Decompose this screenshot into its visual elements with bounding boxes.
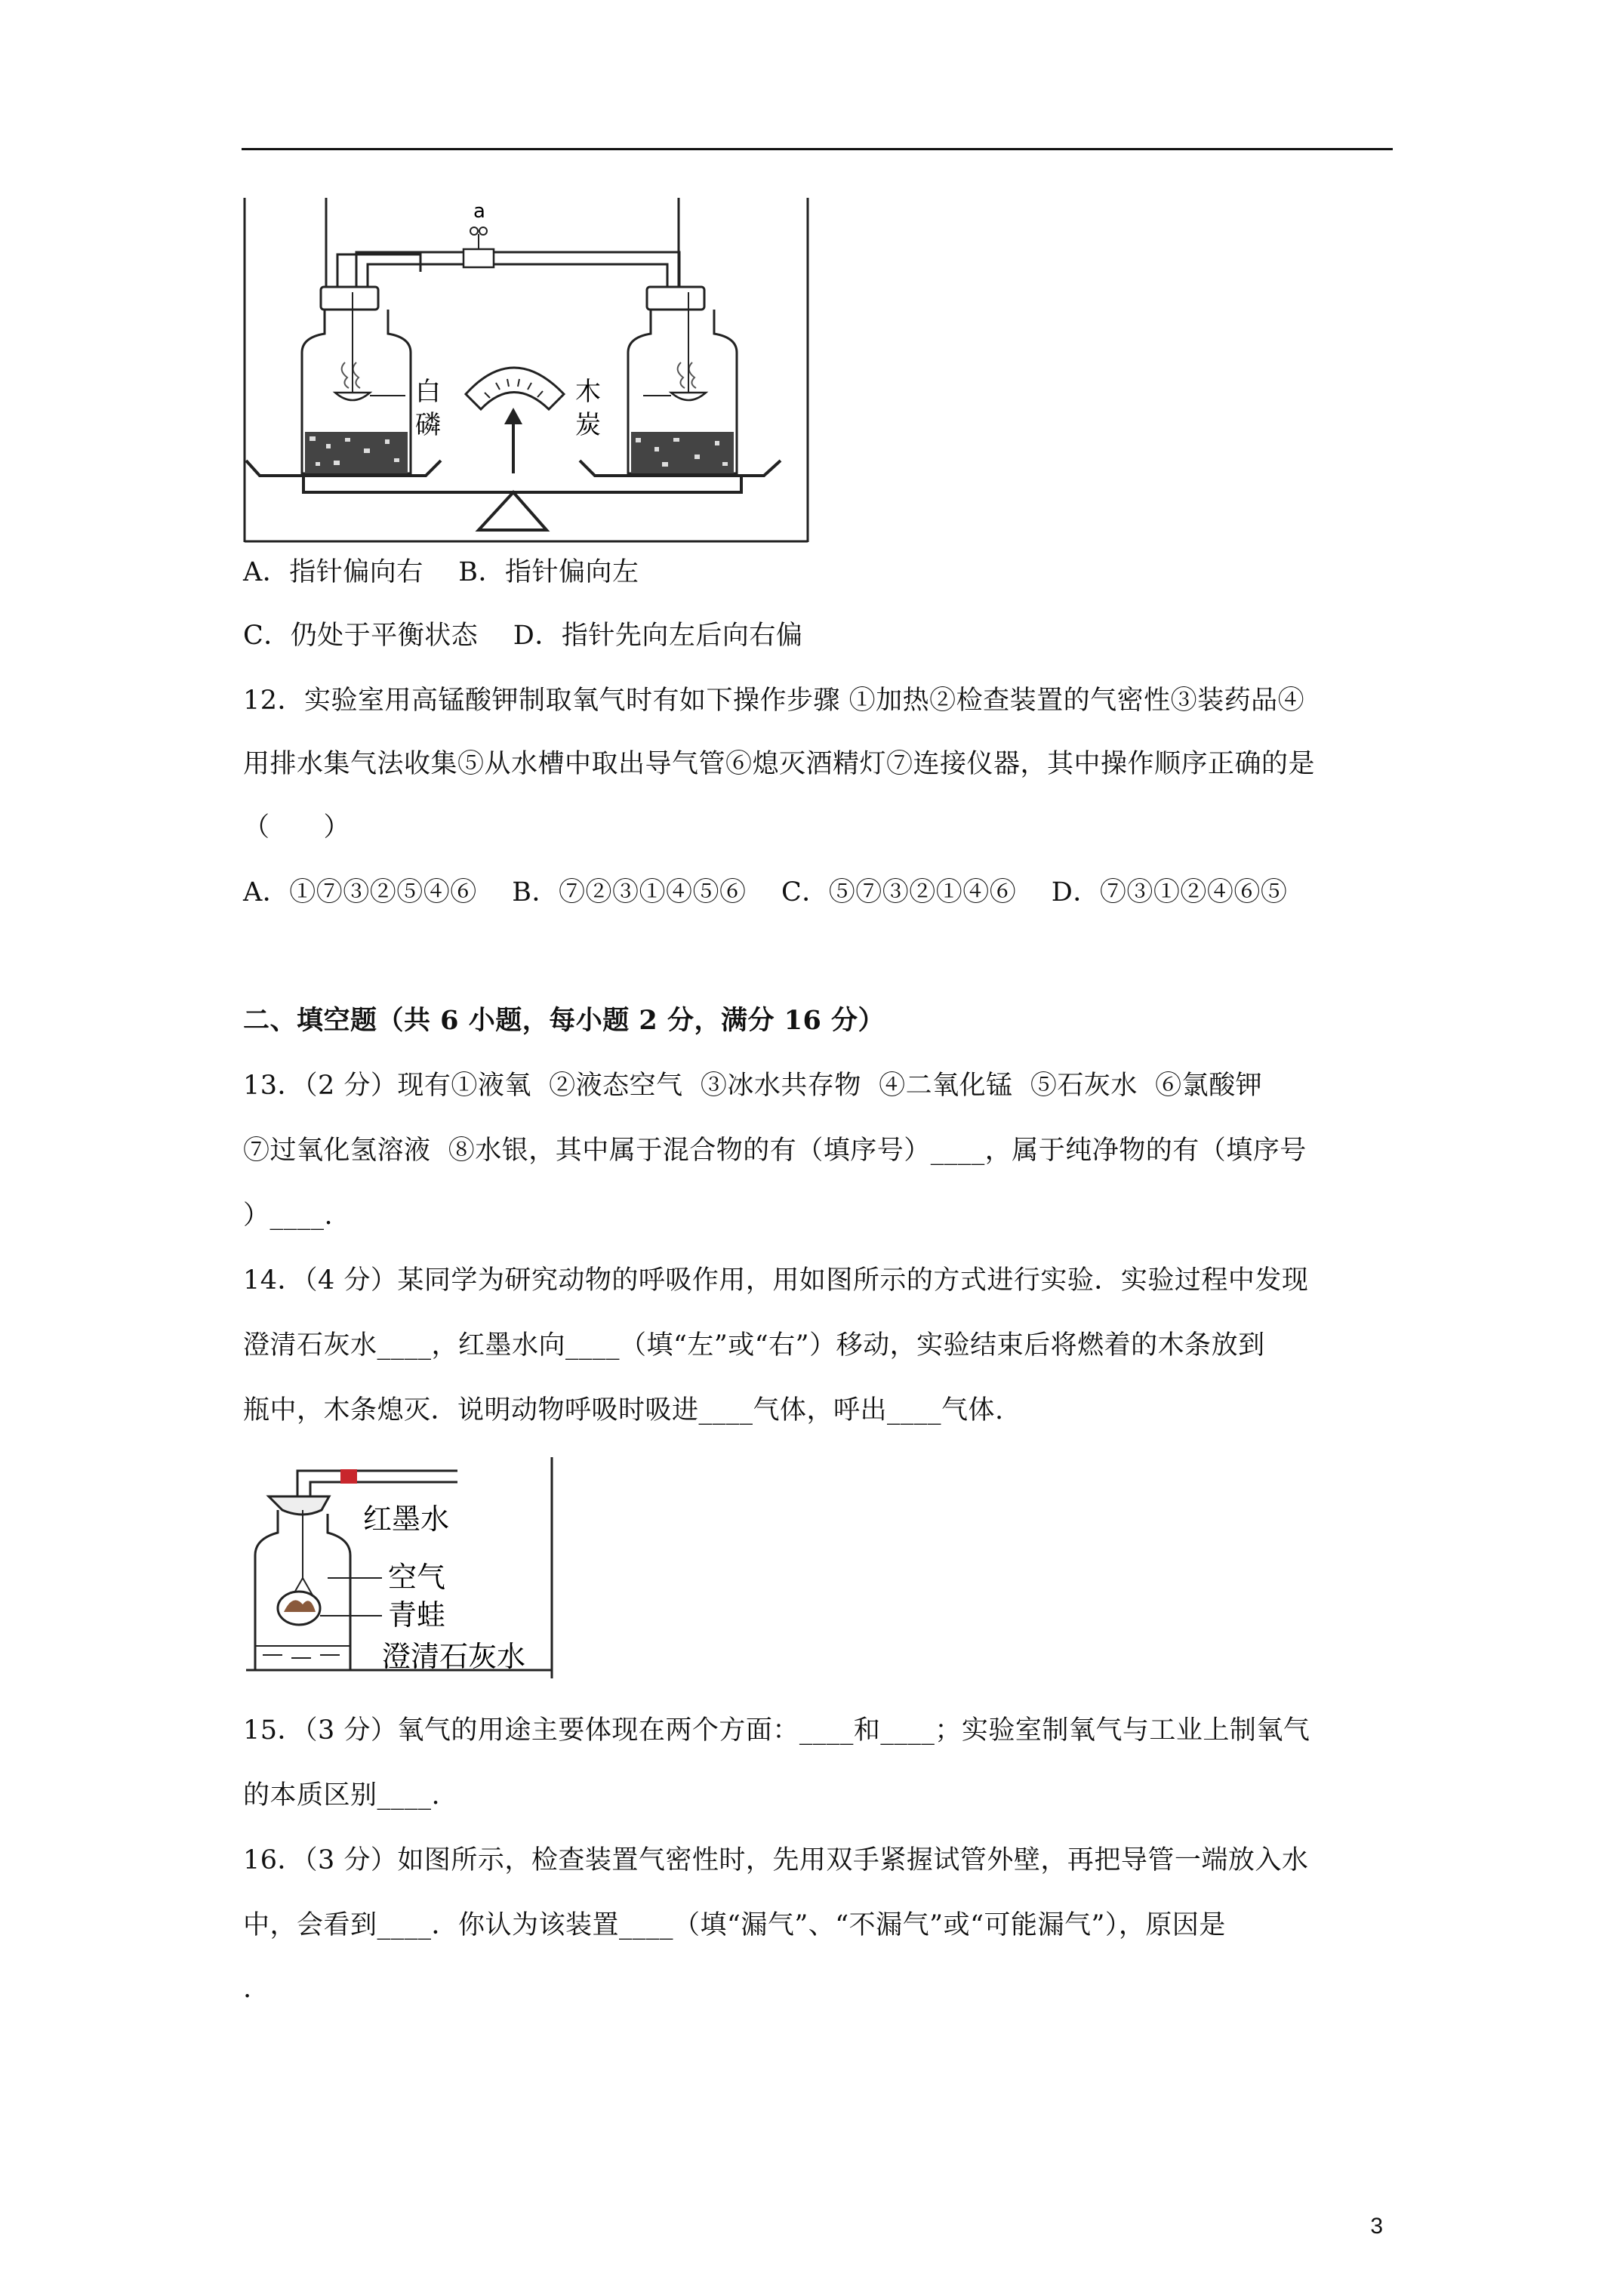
q13-line1: 13．（2 分）现有①液氧 ②液态空气 ③冰水共存物 ④二氧化锰 ⑤石灰水 ⑥氯酸钾 [243, 1071, 1263, 1101]
label-red-ink: 红墨水 [363, 1502, 450, 1536]
label-charcoal-1: 木 [575, 377, 601, 407]
valve-label: a [473, 200, 485, 223]
label-white-phosphorus-1: 白 [415, 377, 441, 407]
respiration-diagram [246, 1457, 556, 1680]
section-title: 二、填空题（共 6 小题，每小题 2 分，满分 16 分） [243, 1005, 885, 1036]
q16-line1: 16．（3 分）如图所示，检查装置气密性时，先用双手紧握试管外壁，再把导管一端放入水 [243, 1845, 1309, 1875]
balance-figure [243, 198, 809, 544]
q15-line2: 的本质区别____. [243, 1780, 441, 1811]
q11-options-line1: A．指针偏向右 B．指针偏向左 [243, 557, 639, 587]
label-limewater: 澄清石灰水 [382, 1640, 526, 1673]
label-frog: 青蛙 [388, 1598, 446, 1632]
q11-options-line2: C．仍处于平衡状态 D．指针先向左后向右偏 [243, 621, 803, 651]
respiration-figure [246, 1457, 556, 1680]
q14-line3: 瓶中，木条熄灭．说明动物呼吸时吸进____气体，呼出____气体. [243, 1395, 1004, 1425]
q16-line2: 中，会看到____．你认为该装置____（填“漏气”、“不漏气”或“可能漏气”），原因是 [243, 1910, 1226, 1940]
label-charcoal-2: 炭 [575, 410, 601, 440]
label-white-phosphorus-2: 磷 [415, 410, 441, 440]
q13-line3: ）____. [243, 1200, 334, 1231]
q12-line2: 用排水集气法收集⑤从水槽中取出导气管⑥熄灭酒精灯⑦连接仪器，其中操作顺序正确的是 [243, 749, 1316, 779]
q16-line3: . [243, 1974, 252, 2004]
q13-line2: ⑦过氧化氢溶液 ⑧水银，其中属于混合物的有（填序号）____，属于纯净物的有（填序号 [243, 1136, 1307, 1166]
page-number: 3 [1370, 2214, 1383, 2239]
q14-line1: 14．（4 分）某同学为研究动物的呼吸作用，用如图所示的方式进行实验．实验过程中发现 [243, 1265, 1309, 1296]
label-air: 空气 [388, 1561, 446, 1594]
q12-options: A．①⑦③②⑤④⑥ B．⑦②③①④⑤⑥ C．⑤⑦③②①④⑥ D．⑦③①②④⑥⑤ [243, 877, 1288, 908]
header-rule [242, 148, 1393, 150]
q12-line1: 12．实验室用高锰酸钾制取氧气时有如下操作步骤 ①加热②检查装置的气密性③装药品④ [243, 686, 1305, 716]
balance-diagram [243, 198, 809, 544]
q14-line2: 澄清石灰水____，红墨水向____（填“左”或“右”）移动，实验结束后将燃着的木条放到 [243, 1330, 1265, 1361]
q12-line3: （ ） [243, 812, 351, 843]
q15-line1: 15．（3 分）氧气的用途主要体现在两个方面：____和____；实验室制氧气与工业上制氧气 [243, 1715, 1310, 1746]
